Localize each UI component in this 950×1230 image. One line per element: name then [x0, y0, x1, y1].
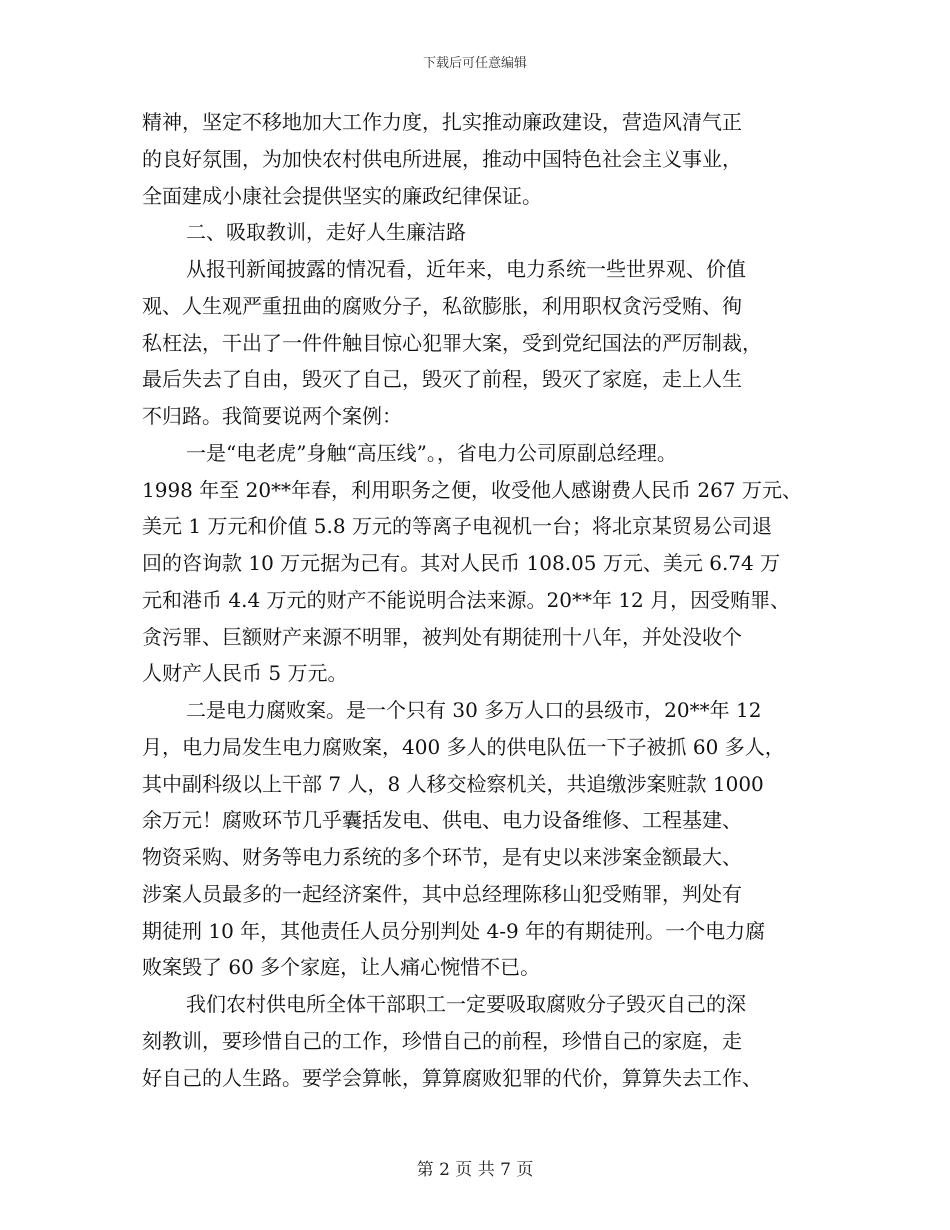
text-line: 月，电力局发生电力腐败案，400 多人的供电队伍一下子被抓 60 多人，	[142, 734, 785, 759]
text-line: 回的咨询款 10 万元据为己有。其对人民币 108.05 万元、美元 6.74 万	[142, 551, 781, 575]
text-line: 其中副科级以上干部 7 人，8 人移交检察机关，共追缴涉案赃款 1000	[142, 771, 764, 796]
text-line: 物资采购、财务等电力系统的多个环节，是有史以来涉案金额最大、	[142, 845, 742, 869]
text-line: 二、吸取教训，走好人生廉洁路	[186, 220, 466, 245]
text-line: 人财产人民币 5 万元。	[142, 661, 348, 686]
text-line: 全面建成小康社会提供坚实的廉政纪律保证。	[142, 183, 542, 208]
text-line: 不归路。我简要说两个案例：	[142, 404, 402, 428]
text-line: 好自己的人生路。要学会算帐，算算腐败犯罪的代价，算算失去工作、	[142, 1065, 762, 1090]
text-line: 余万元！腐败环节几乎囊括发电、供电、电力设备维修、工程基建、	[142, 808, 742, 833]
text-line: 败案毁了 60 多个家庭，让人痛心惋惜不已。	[142, 955, 541, 980]
text-line: 1998 年至 20**年春，利用职务之便，收受他人感谢费人民币 267 万元、	[142, 477, 802, 502]
text-line: 美元 1 万元和价值 5.8 万元的等离子电视机一台；将北京某贸易公司退	[142, 514, 772, 539]
page-header: 下载后可任意编辑	[422, 56, 527, 71]
text-line: 二是电力腐败案。是一个只有 30 多万人口的县级市，20**年 12	[186, 698, 762, 722]
text-line: 最后失去了自由，毁灭了自己，毁灭了前程，毁灭了家庭，走上人生	[142, 367, 742, 392]
text-line: 精神，坚定不移地加大工作力度，扎实推动廉政建设，营造风清气正	[142, 110, 742, 134]
text-line: 一是“电老虎”身触“高压线”。，省电力公司原副总经理。	[186, 440, 677, 465]
page-number: 第 2 页 共 7 页	[416, 1160, 534, 1180]
text-line: 涉案人员最多的一起经济案件，其中总经理陈移山犯受贿罪，判处有	[142, 881, 742, 906]
text-line: 的良好氛围，为加快农村供电所进展，推动中国特色社会主义事业，	[142, 146, 742, 171]
text-line: 观、人生观严重扭曲的腐败分子，私欲膨胀，利用职权贪污受贿、徇	[142, 293, 742, 318]
text-line: 刻教训，要珍惜自己的工作，珍惜自己的前程，珍惜自己的家庭，走	[142, 1028, 742, 1053]
text-line: 从报刊新闻披露的情况看，近年来，电力系统一些世界观、价值	[186, 257, 746, 281]
text-line: 私枉法，干出了一件件触目惊心犯罪大案，受到党纪国法的严厉制裁，	[142, 330, 762, 355]
text-line: 贪污罪、巨额财产来源不明罪，被判处有期徒刑十八年，并处没收个	[142, 624, 742, 649]
text-line: 期徒刑 10 年，其他责任人员分别判处 4-9 年的有期徒刑。一个电力腐	[142, 918, 766, 943]
text-line: 元和港币 4.4 万元的财产不能说明合法来源。20**年 12 月，因受贿罪、	[142, 587, 791, 612]
text-line: 我们农村供电所全体干部职工一定要吸取腐败分子毁灭自己的深	[186, 992, 746, 1016]
document-body	[142, 104, 808, 1096]
